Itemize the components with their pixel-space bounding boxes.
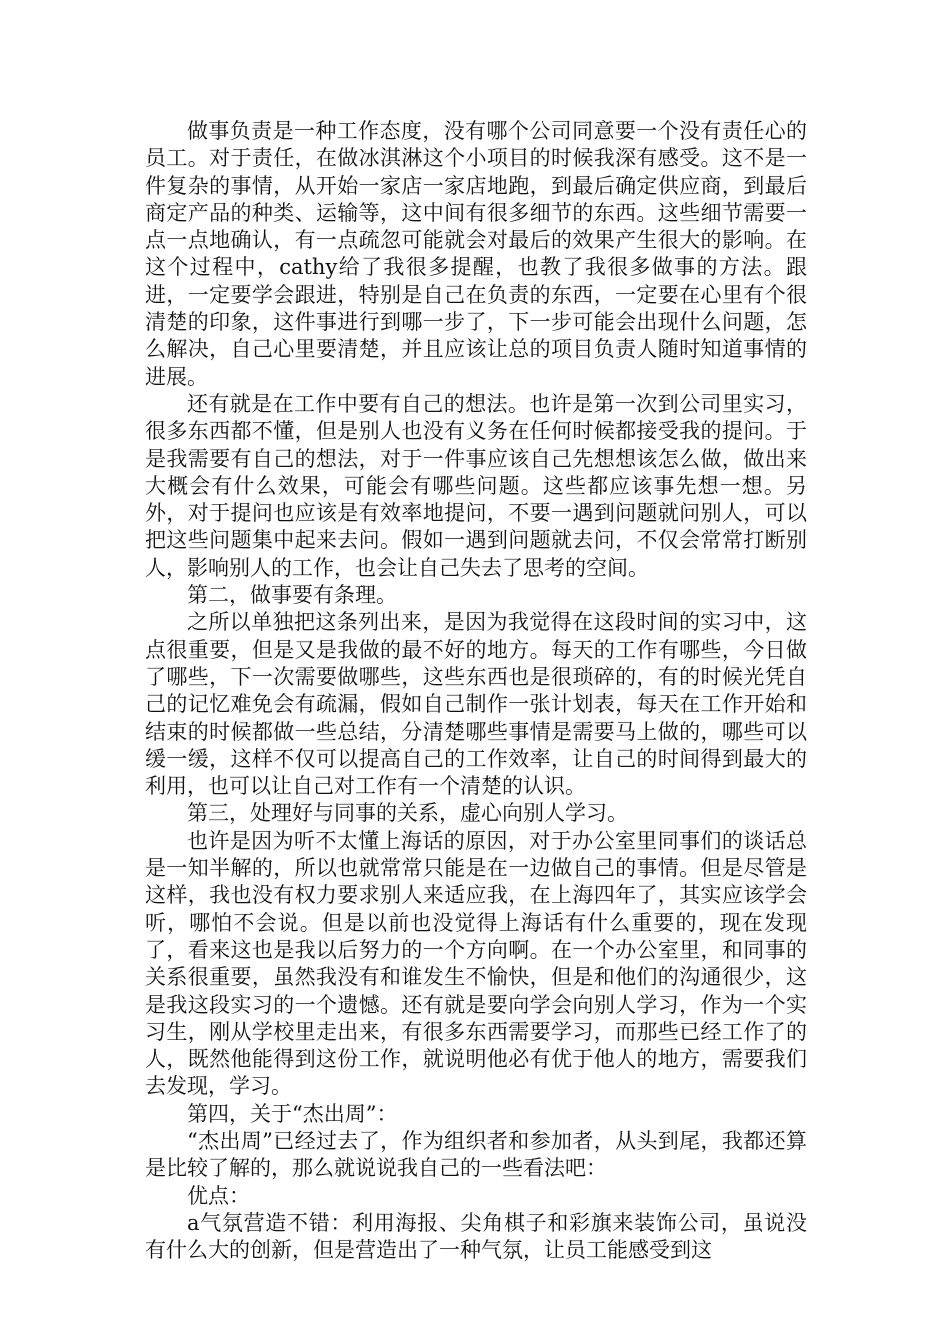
paragraph-atmosphere: a气氛营造不错：利用海报、尖角棋子和彩旗来装饰公司，虽说没有什么大的创新，但是营造出了一种气氛，让员工能感受到这	[145, 1210, 807, 1263]
paragraph-outstanding-week: “杰出周”已经过去了，作为组织者和参加者，从头到尾，我都还算是比较了解的，那么就说说我自己的一些看法吧：	[145, 1128, 807, 1181]
paragraph-organization: 之所以单独把这条列出来，是因为我觉得在这段时间的实习中，这点很重要，但是又是我做的最不好的地方。每天的工作有哪些，今日做了哪些，下一次需要做哪些，这些东西也是很琐碎的，有的时候光凭自己的记忆难免会有疏漏，假如自己制作一张计划表，每天在工作开始和结束的时候都做一些总结，分清楚哪些事情是需要马上做的，哪些可以缓一缓，这样不仅可以提高自己的工作效率，让自己的时间得到最大的利用，也可以让自己对工作有一个清楚的认识。	[145, 610, 807, 799]
heading-third-point: 第三，处理好与同事的关系，虚心向别人学习。	[187, 801, 628, 826]
heading-fourth-point: 第四，关于“杰出周”：	[187, 1101, 398, 1126]
paragraph-own-ideas: 还有就是在工作中要有自己的想法。也许是第一次到公司里实习，很多东西都不懂，但是别人也没有义务在任何时候都接受我的提问。于是我需要有自己的想法，对于一件事应该自己先想想该怎么做，做出来大概会有什么效果，可能会有哪些问题。这些都应该事先想一想。另外，对于提问也应该是有效率地提问，不要一遇到问题就问别人，可以把这些问题集中起来去问。假如一遇到问题就去问，不仅会常常打断别人，影响别人的工作，也会让自己失去了思考的空间。	[145, 391, 807, 580]
document-body	[145, 118, 807, 1264]
paragraph-colleagues: 也许是因为听不太懂上海话的原因，对于办公室里同事们的谈话总是一知半解的，所以也就常常只能是在一边做自己的事情。但是尽管是这样，我也没有权力要求别人来适应我，在上海四年了，其实应该学会听，哪怕不会说。但是以前也没觉得上海话有什么重要的，现在发现了，看来这也是我以后努力的一个方向啊。在一个办公室里，和同事的关系很重要，虽然我没有和谁发生不愉快，但是和他们的沟通很少，这是我这段实习的一个遗憾。还有就是要向学会向别人学习，作为一个实习生，刚从学校里走出来，有很多东西需要学习，而那些已经工作了的人，既然他能得到这份工作，就说明他必有优于他人的地方，需要我们去发现，学习。	[145, 828, 807, 1099]
heading-second-point: 第二，做事要有条理。	[187, 583, 397, 608]
heading-advantages: 优点：	[187, 1183, 250, 1208]
paragraph-responsibility: 做事负责是一种工作态度，没有哪个公司同意要一个没有责任心的员工。对于责任，在做冰淇淋这个小项目的时候我深有感受。这不是一件复杂的事情，从开始一家店一家店地跑，到最后确定供应商，到最后商定产品的种类、运输等，这中间有很多细节的东西。这些细节需要一点一点地确认，有一点疏忽可能就会对最后的效果产生很大的影响。在这个过程中，cathy给了我很多提醒，也教了我很多做事的方法。跟进，一定要学会跟进，特别是自己在负责的东西，一定要在心里有个很清楚的印象，这件事进行到哪一步了，下一步可能会出现什么问题，怎么解决，自己心里要清楚，并且应该让总的项目负责人随时知道事情的进展。	[145, 119, 807, 389]
